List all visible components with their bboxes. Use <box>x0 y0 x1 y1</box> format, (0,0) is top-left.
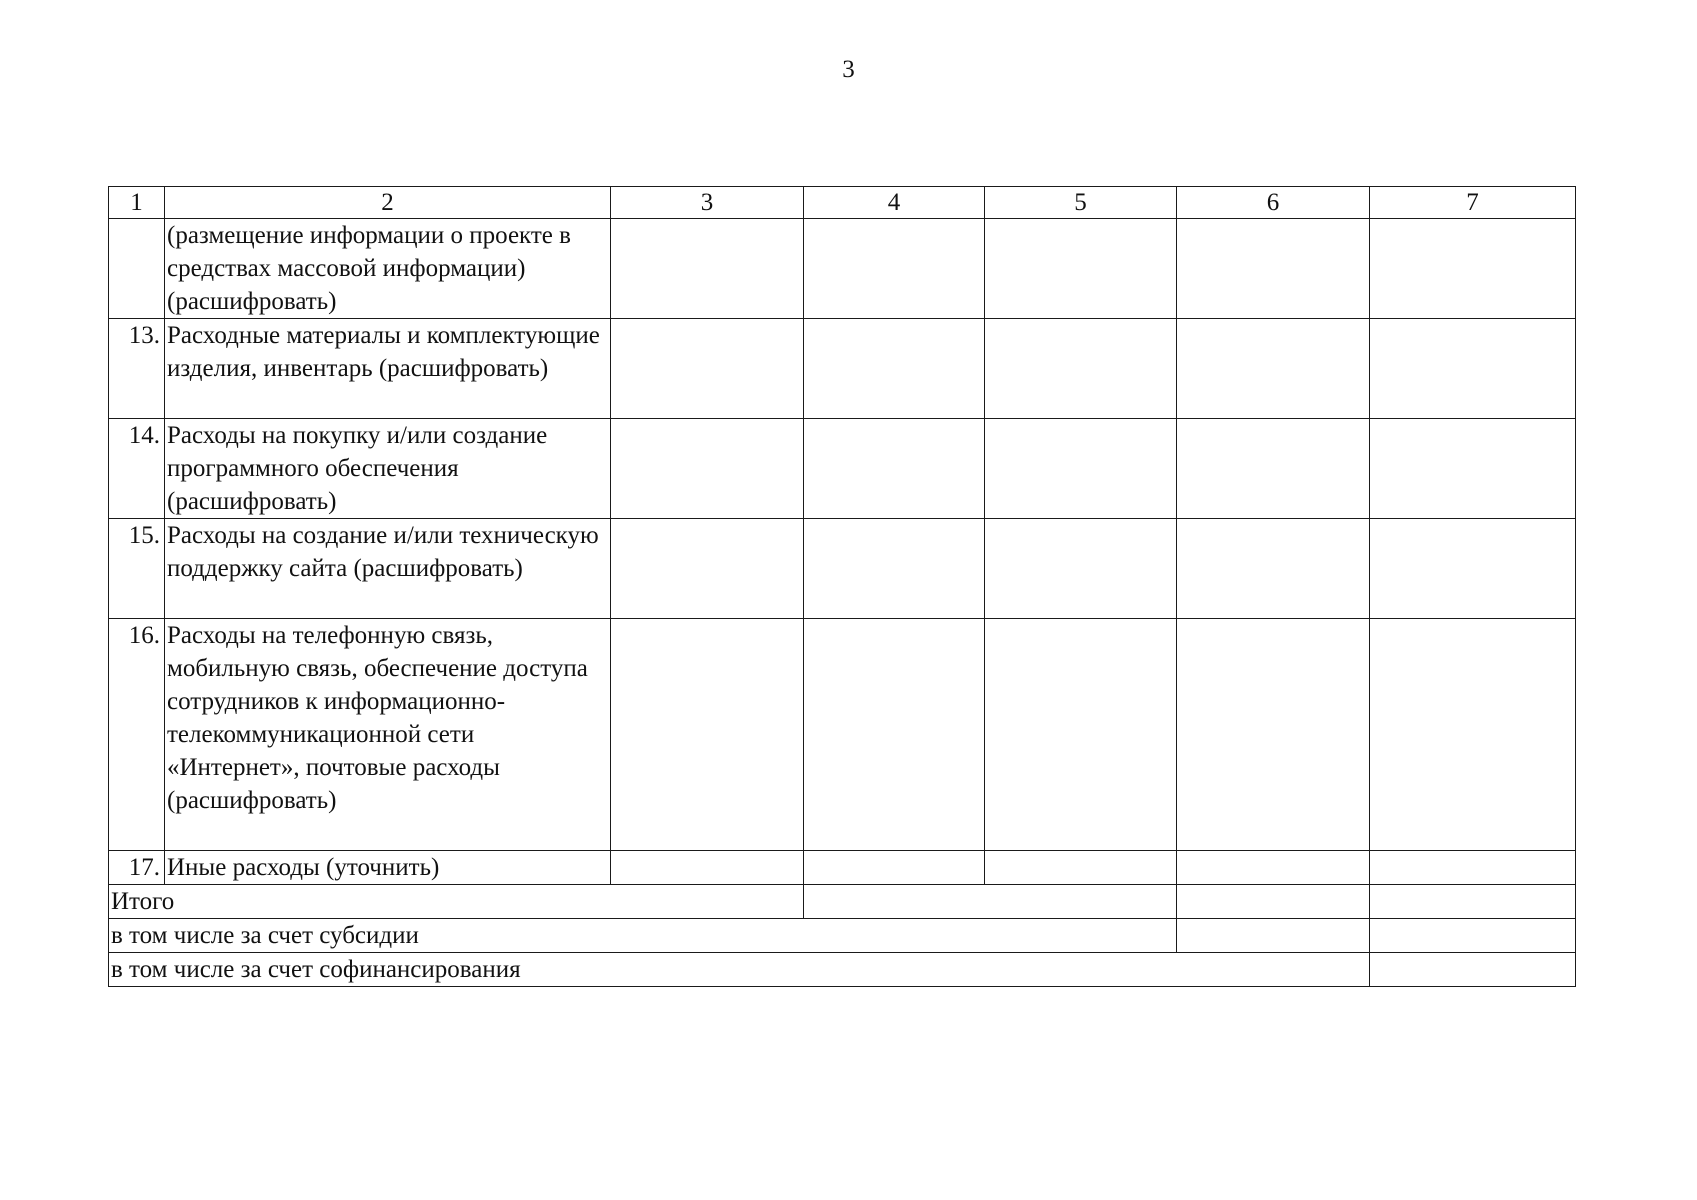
row-description: Расходы на создание и/или техническую поддержку сайта (расшифровать) <box>165 519 611 619</box>
value-cell <box>804 851 985 885</box>
value-cell <box>985 219 1177 319</box>
value-cell <box>611 319 804 419</box>
column-header: 6 <box>1177 187 1370 219</box>
value-cell <box>611 619 804 851</box>
value-cell <box>611 851 804 885</box>
row-number: 16. <box>109 619 165 851</box>
total-value-cell <box>1177 885 1370 919</box>
row-description: Иные расходы (уточнить) <box>165 851 611 885</box>
row-number: 17. <box>109 851 165 885</box>
cofinancing-row <box>109 953 1576 987</box>
column-header: 4 <box>804 187 985 219</box>
row-number: 14. <box>109 419 165 519</box>
value-cell <box>1370 319 1576 419</box>
value-cell <box>1370 851 1576 885</box>
row-number: 15. <box>109 519 165 619</box>
value-cell <box>1370 619 1576 851</box>
value-cell <box>985 619 1177 851</box>
value-cell <box>611 419 804 519</box>
value-cell <box>1177 219 1370 319</box>
cofinancing-value-cell <box>1370 953 1576 987</box>
value-cell <box>804 219 985 319</box>
total-value-cell <box>804 885 1177 919</box>
table-row <box>109 851 1576 885</box>
subsidy-value-cell <box>1177 919 1370 953</box>
row-description: (размещение информации о проекте в средствах массовой информации) (расшифровать) <box>165 219 611 319</box>
value-cell <box>985 519 1177 619</box>
total-label: Итого <box>109 885 804 919</box>
row-description: Расходы на телефонную связь, мобильную связь, обеспечение доступа сотрудников к информационно-телекоммуникационной сети «Интернет», почтовые расходы (расшифровать) <box>165 619 611 851</box>
table-row <box>109 519 1576 619</box>
total-row <box>109 885 1576 919</box>
subsidy-value-cell <box>1370 919 1576 953</box>
column-header: 2 <box>165 187 611 219</box>
row-description: Расходные материалы и комплектующие изделия, инвентарь (расшифровать) <box>165 319 611 419</box>
column-header: 1 <box>109 187 165 219</box>
value-cell <box>1177 519 1370 619</box>
table-row <box>109 319 1576 419</box>
budget-table <box>108 186 1576 987</box>
table-header-row <box>109 187 1576 219</box>
value-cell <box>1370 219 1576 319</box>
page-number: 3 <box>842 56 855 83</box>
value-cell <box>1177 619 1370 851</box>
value-cell <box>1177 851 1370 885</box>
subsidy-label: в том числе за счет субсидии <box>109 919 1177 953</box>
table-row <box>109 219 1576 319</box>
value-cell <box>611 519 804 619</box>
value-cell <box>985 319 1177 419</box>
value-cell <box>1177 419 1370 519</box>
total-value-cell <box>1370 885 1576 919</box>
value-cell <box>1370 519 1576 619</box>
value-cell <box>804 319 985 419</box>
value-cell <box>804 519 985 619</box>
value-cell <box>804 419 985 519</box>
column-header: 3 <box>611 187 804 219</box>
value-cell <box>1177 319 1370 419</box>
row-number <box>109 219 165 319</box>
row-number: 13. <box>109 319 165 419</box>
row-description: Расходы на покупку и/или создание программного обеспечения (расшифровать) <box>165 419 611 519</box>
subsidy-row <box>109 919 1576 953</box>
table-row <box>109 419 1576 519</box>
table-row <box>109 619 1576 851</box>
value-cell <box>985 419 1177 519</box>
column-header: 7 <box>1370 187 1576 219</box>
value-cell <box>985 851 1177 885</box>
column-header: 5 <box>985 187 1177 219</box>
value-cell <box>1370 419 1576 519</box>
cofinancing-label: в том числе за счет софинансирования <box>109 953 1370 987</box>
value-cell <box>804 619 985 851</box>
value-cell <box>611 219 804 319</box>
